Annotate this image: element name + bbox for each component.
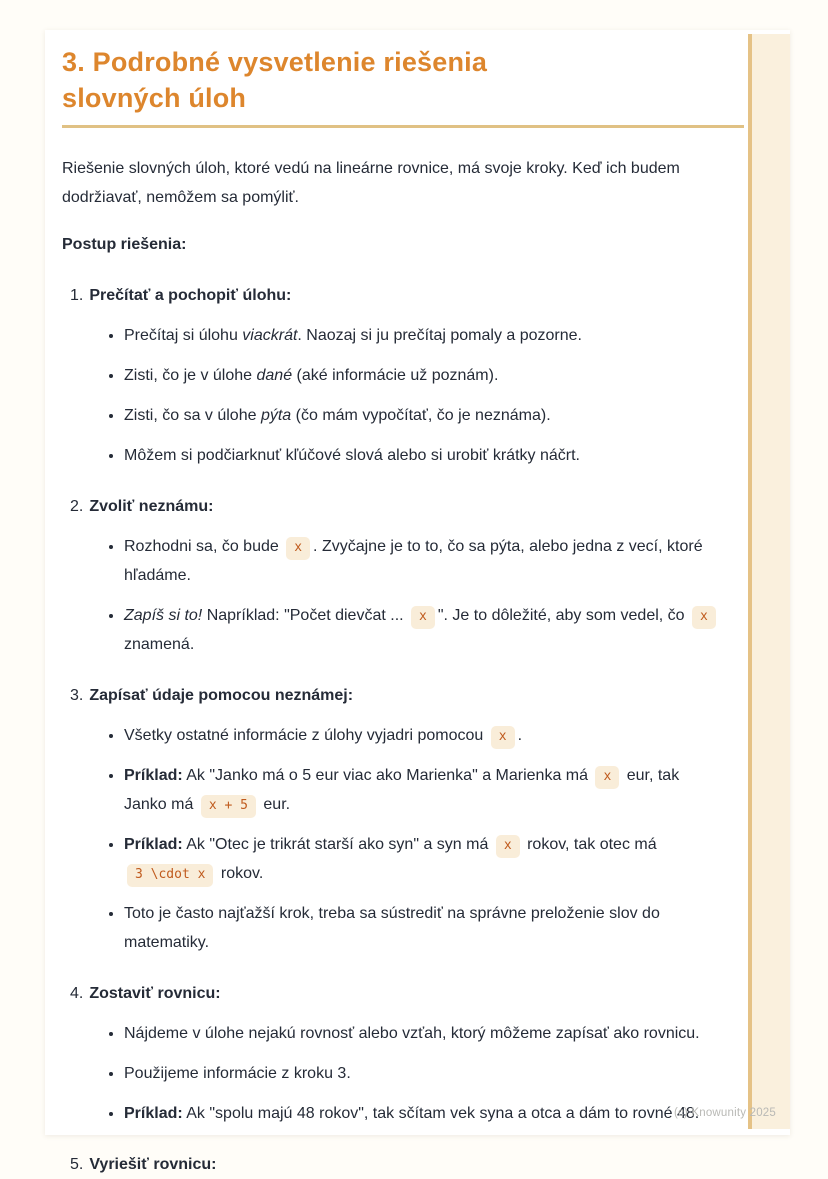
- inline-code-chip: 3 \cdot x: [127, 864, 213, 887]
- list-item: [124, 401, 724, 430]
- inline-code-chip: x: [595, 766, 619, 789]
- italic-text: pýta: [260, 407, 292, 424]
- page-title-line: 3. Podrobné vysvetlenie riešenia: [62, 47, 488, 77]
- step-number: 5.: [70, 1156, 84, 1173]
- side-accent-band: [752, 34, 790, 1129]
- intro-paragraph: Riešenie slovných úloh, ktoré vedú na lineárne rovnice, má svoje kroky. Keď ich budem dodržiavať, nemôžem sa pomýliť.: [62, 160, 680, 206]
- step-label: Zostaviť rovnicu:: [89, 985, 221, 1002]
- inline-code-chip: x: [491, 726, 515, 749]
- list-item: [124, 361, 724, 390]
- copyright-watermark: (c) Knowunity 2025: [673, 1107, 776, 1119]
- page-title-line: slovných úloh: [62, 83, 247, 113]
- plain-text: Nájdeme v úlohe nejakú rovnosť alebo vzťah, ktorý môžeme zapísať ako rovnicu.: [124, 1025, 700, 1042]
- plain-text: Ak "Janko má o 5 eur viac ako Marienka" a Marienka má: [182, 767, 593, 784]
- list-item: [124, 761, 724, 819]
- plain-text: Použijeme informácie z kroku 3.: [124, 1065, 351, 1082]
- list-item: [124, 532, 724, 590]
- plain-text: znamená.: [124, 636, 195, 653]
- step-label: Prečítať a pochopiť úlohu:: [89, 287, 292, 304]
- steps-list: [62, 281, 744, 1179]
- step-heading: [70, 281, 744, 310]
- list-item: [124, 830, 724, 888]
- plain-text: Rozhodni sa, čo bude: [124, 538, 284, 555]
- step-heading: [70, 681, 744, 710]
- plain-text: Všetky ostatné informácie z úlohy vyjadri pomocou: [124, 727, 488, 744]
- plain-text: (čo mám vypočítať, čo je neznáma).: [291, 407, 551, 424]
- list-item: [124, 321, 724, 350]
- italic-text: viackrát: [242, 327, 298, 344]
- plain-text: Prečítaj si úlohu: [124, 327, 243, 344]
- step-bullet-list: [62, 532, 744, 659]
- plain-text: ". Je to dôležité, aby som vedel, čo: [437, 607, 689, 624]
- plain-text: Zisti, čo je v úlohe: [124, 367, 257, 384]
- plain-text: eur.: [258, 796, 291, 813]
- plain-text: . Zvyčajne je to to, čo sa pýta, alebo jedna z vecí, ktoré hľadáme.: [124, 538, 703, 584]
- step-number: 4.: [70, 985, 84, 1002]
- list-item: [124, 899, 724, 957]
- document-content: [45, 30, 790, 1179]
- step-number: 3.: [70, 687, 84, 704]
- plain-text: Napríklad: "Počet dievčat ...: [202, 607, 409, 624]
- list-item: [124, 721, 724, 750]
- step-number: 1.: [70, 287, 84, 304]
- document-page: [45, 30, 790, 1173]
- inline-code-chip: x + 5: [201, 795, 256, 818]
- step-item: [62, 681, 744, 957]
- plain-text: (aké informácie už poznám).: [292, 367, 499, 384]
- plain-text: Toto je často najťažší krok, treba sa sústrediť na správne preloženie slov do matematiky.: [124, 905, 660, 951]
- steps-heading: Postup riešenia:: [62, 236, 187, 253]
- plain-text: rokov.: [216, 865, 264, 882]
- list-item: [124, 601, 724, 659]
- plain-text: .: [517, 727, 523, 744]
- inline-code-chip: x: [496, 835, 520, 858]
- italic-text: Zapíš si to!: [124, 607, 203, 624]
- bold-text: Príklad:: [124, 1105, 183, 1122]
- plain-text: Ak "Otec je trikrát starší ako syn" a syn má: [182, 836, 493, 853]
- step-label: Zvoliť neznámu:: [89, 498, 214, 515]
- page-title: [62, 44, 744, 116]
- step-heading: [70, 979, 744, 1008]
- step-label: Zapísať údaje pomocou neznámej:: [89, 687, 354, 704]
- step-item: [62, 492, 744, 659]
- bold-text: Príklad:: [124, 836, 183, 853]
- step-label: Vyriešiť rovnicu:: [89, 1156, 217, 1173]
- inline-code-chip: x: [286, 537, 310, 560]
- step-number: 2.: [70, 498, 84, 515]
- bold-text: Príklad:: [124, 767, 183, 784]
- step-item: [62, 1150, 744, 1179]
- list-item: [124, 1059, 724, 1088]
- list-item: [124, 441, 724, 470]
- plain-text: rokov, tak otec má: [522, 836, 657, 853]
- plain-text: Ak "spolu majú 48 rokov", tak sčítam vek syna a otca a dám to rovné 48.: [182, 1105, 700, 1122]
- inline-code-chip: x: [411, 606, 435, 629]
- step-item: [62, 281, 744, 470]
- title-divider: [62, 125, 744, 128]
- italic-text: dané: [256, 367, 293, 384]
- list-item: [124, 1019, 724, 1048]
- step-item: [62, 979, 744, 1128]
- inline-code-chip: x: [692, 606, 716, 629]
- plain-text: eur, tak Janko má: [124, 767, 680, 813]
- plain-text: Môžem si podčiarknuť kľúčové slová alebo si urobiť krátky náčrt.: [124, 447, 580, 464]
- list-item: [124, 1099, 724, 1128]
- step-bullet-list: [62, 1019, 744, 1128]
- step-bullet-list: [62, 321, 744, 470]
- plain-text: . Naozaj si ju prečítaj pomaly a pozorne.: [297, 327, 582, 344]
- plain-text: Zisti, čo sa v úlohe: [124, 407, 261, 424]
- step-bullet-list: [62, 721, 744, 957]
- step-heading: [70, 1150, 744, 1179]
- step-heading: [70, 492, 744, 521]
